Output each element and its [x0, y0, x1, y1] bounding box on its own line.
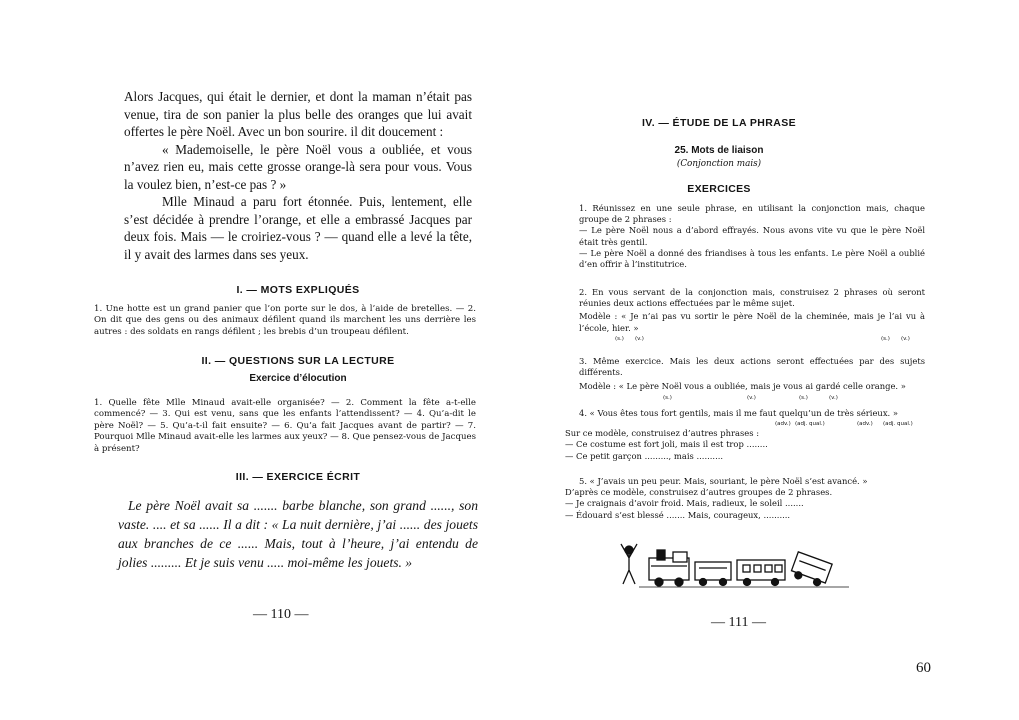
- lesson-title: 25. Mots de liaison: [674, 145, 764, 156]
- section-text-questions: [94, 398, 476, 455]
- exercise-5-line-1: — Je craignais d’avoir froid. Mais, radieux, le soleil .......: [565, 498, 804, 509]
- exercise-4-intro: 4. « Vous êtes tous fort gentils, mais il me faut quelqu’un de très sérieux. »: [579, 408, 898, 418]
- story-paragraph-3: [124, 193, 472, 263]
- exercise-1-line-2: — Le père Noël a donné des friandises à tous les enfants. Le père Noël a oublié d’en offrir à l’institutrice.: [579, 247, 925, 270]
- questions-text: 1. Quelle fête Mlle Minaud avait-elle organisée? — 2. Comment la fête a-t-elle commencé? — 3. Qui est venu, sans que les enfants l’attendissent? — 4. Qu’a-dit le père Noël? — 5. Qu’a-t-il fait ensuite? — 6. Qu’a fait Jacques avant de partir? — 7. Pourquoi Mlle Minaud avait-elle les larmes aux yeux? — 8. Que pensez-vous de Jacques à présent?: [94, 398, 476, 454]
- story-paragraph-2: [124, 141, 472, 194]
- story-paragraph-text: Alors Jacques, qui était le dernier, et dont la maman n’était pas venue, tira de son panier la plus belle des oranges que lui avait offertes le père Noël. Avec un bon sourire. il dit doucement :: [124, 89, 472, 139]
- locomotive-cab: [673, 552, 687, 562]
- page-number: 60: [916, 660, 931, 676]
- section-title-mots-expliques: I. — MOTS EXPLIQUÉS: [236, 284, 360, 296]
- exercise-5-intro: 5. « J’avais un peu peur. Mais, souriant, le père Noël s’est avancé. »: [579, 476, 868, 486]
- wheel: [700, 579, 707, 586]
- section-text-mots-expliques: [94, 304, 476, 338]
- left-page: [0, 0, 509, 720]
- gloss-subject: (s.): [799, 394, 808, 401]
- exercise-4-text: Sur ce modèle, construisez d’autres phrases :: [565, 428, 760, 439]
- exercise-3: [565, 356, 925, 402]
- story-paragraph-text: « Mademoiselle, le père Noël vous a oubliée, et vous n’avez rien eu, mais cette grosse orange-là sera pour vous. Vous la voulez bien, n’est-ce pas ? »: [124, 141, 472, 192]
- exercise-4-line-1: — Ce costume est fort joli, mais il est trop ........: [565, 439, 768, 450]
- exercise-2-intro: 2. En vous servant de la conjonction mais, construisez 2 phrases où seront réunies deux actions effectuées par le même sujet.: [579, 287, 925, 309]
- toy-train-illustration: [609, 540, 869, 590]
- wheel: [772, 579, 779, 586]
- exercise-1-line-1: — Le père Noël nous a d’abord effrayés. Nous avons vite vu que le père Noël était très gentil.: [579, 225, 925, 247]
- gloss-adverb: (adv.): [775, 421, 791, 428]
- exercise-3-model: Modèle : « Le père Noël vous a oubliée, mais je vous ai gardé celle orange. »: [579, 381, 906, 392]
- story-text: [124, 88, 472, 263]
- exercice-ecrit-text: [118, 496, 478, 572]
- lesson-subtitle: (Conjonction mais): [676, 159, 762, 169]
- right-page: [509, 0, 1019, 720]
- section-title-etude-phrase: IV. — ÉTUDE DE LA PHRASE: [641, 117, 797, 129]
- exercices-title: EXERCICES: [687, 183, 751, 195]
- locomotive-chimney: [657, 550, 665, 560]
- exercice-ecrit-paragraph: Le père Noël avait sa ....... barbe blanche, son grand ......, son vaste. .... et sa ...... Il a dit : « La nuit dernière, j’ai ...... des jouets aux branches de ce ...... Mais, tout à l’heure, j’ai entendu de jolies ......... Et je suis venu ..... moi-même les jouets. »: [118, 498, 478, 570]
- gloss-verb: (v.): [829, 394, 838, 401]
- exercise-3-gloss: [565, 393, 925, 402]
- gloss-verb: (v.): [747, 394, 756, 401]
- exercise-3-intro: 3. Même exercice. Mais les deux actions seront effectuées par des sujets différents.: [579, 356, 925, 378]
- mots-expliques-text: 1. Une hotte est un grand panier que l’on porte sur le dos, à l’aide de bretelles. — 2. On dit que des gens ou des animaux défilent quand ils marchent les uns derrière les autres : des soldats en rangs défilent ; les brebis d’un troupeau défilent.: [94, 304, 476, 337]
- exercise-4-line-2: — Ce petit garçon ........., mais ..........: [565, 450, 724, 461]
- wheel: [744, 579, 751, 586]
- gloss-verb: (v.): [901, 335, 910, 342]
- story-paragraph-1: [124, 88, 472, 141]
- exercise-1-intro: 1. Réunissez en une seule phrase, en utilisant la conjonction mais, chaque groupe de 2 phrases :: [579, 203, 925, 225]
- gloss-adjective: (adj. qual.): [883, 421, 913, 428]
- exercise-4-gloss: [565, 419, 925, 428]
- wheel: [675, 578, 683, 586]
- wheel: [720, 579, 727, 586]
- exercise-2: [565, 287, 925, 343]
- section-subtitle-elocution: Exercice d’élocution: [249, 373, 347, 384]
- folio-right: — 111 —: [711, 615, 766, 630]
- section-title-exercice-ecrit: III. — EXERCICE ÉCRIT: [235, 471, 361, 483]
- exercise-2-model: Modèle : « Je n’ai pas vu sortir le père Noël de la cheminée, mais je l’ai vu à l’école, hier. »: [579, 311, 925, 333]
- wheel: [655, 578, 663, 586]
- gloss-verb: (v.): [635, 335, 644, 342]
- folio-left: — 110 —: [253, 607, 309, 622]
- exercise-2-gloss: [565, 334, 925, 343]
- exercise-1: [565, 203, 925, 270]
- section-title-questions: II. — QUESTIONS SUR LA LECTURE: [201, 355, 395, 367]
- gloss-subject: (s.): [663, 394, 672, 401]
- gloss-subject: (s.): [615, 335, 624, 342]
- gloss-adverb: (adv.): [857, 421, 873, 428]
- gloss-subject: (s.): [881, 335, 890, 342]
- exercise-5-line-2: — Édouard s’est blessé ....... Mais, courageux, ..........: [565, 509, 791, 520]
- exercise-4: [565, 408, 925, 462]
- wagon-body: [695, 562, 731, 580]
- exercise-5: [565, 476, 925, 521]
- exercise-5-text: D’après ce modèle, construisez d’autres groupes de 2 phrases.: [565, 487, 833, 498]
- story-paragraph-text: Mlle Minaud a paru fort étonnée. Puis, lentement, elle s’est décidée à prendre l’orange, et elle a embrassé Jacques par deux fois. Mais — le croiriez-vous ? — quand elle a levé la tête, il y avait des larmes dans ses yeux.: [124, 194, 472, 262]
- gloss-adjective: (adj. qual.): [795, 421, 825, 428]
